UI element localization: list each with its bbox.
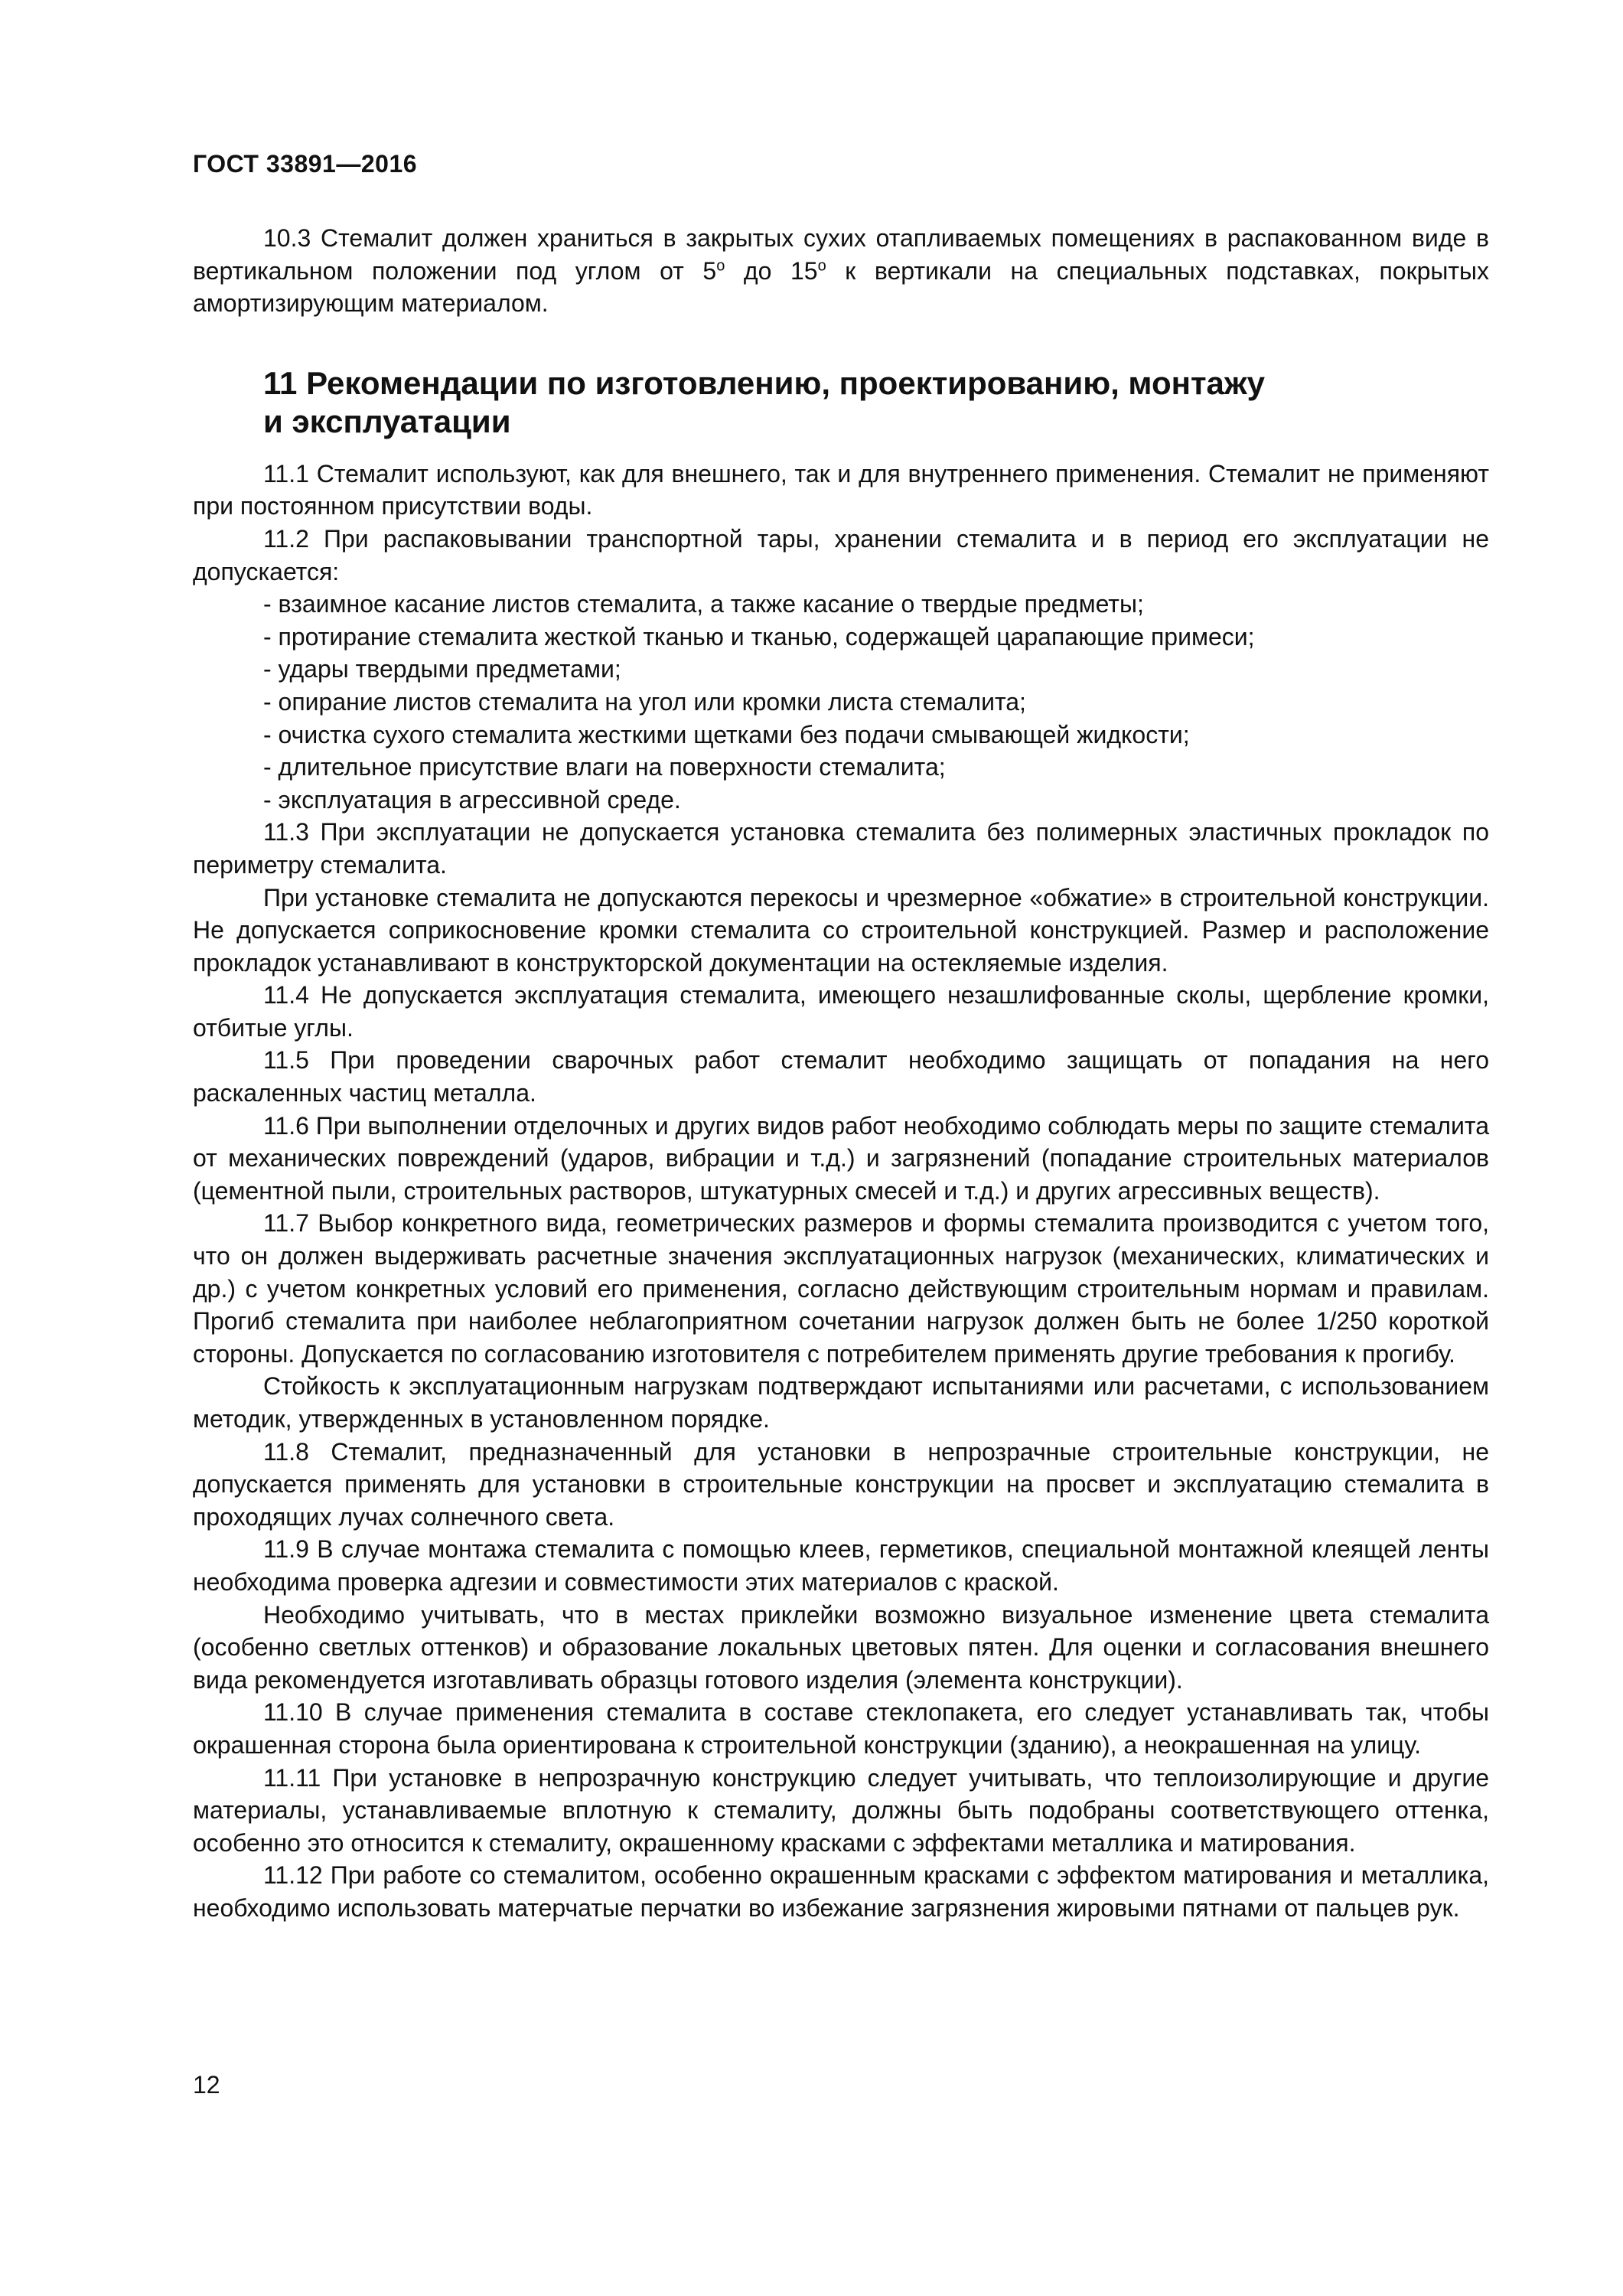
paragraph-11-7-continued: Стойкость к эксплуатационным нагрузкам подтверждают испытаниями или расчетами, с использованием методик, утвержденных в установленном порядке.: [193, 1372, 1489, 1433]
paragraph-11-9: 11.9 В случае монтажа стемалита с помощью клеев, герметиков, специальной монтажной клеящей ленты необходима проверка адгезии и совместимости этих материалов с краской.: [193, 1535, 1489, 1596]
list-item: - опирание листов стемалита на угол или кромки листа стемалита;: [263, 687, 1026, 716]
list-item: - удары твердыми предметами;: [263, 655, 621, 683]
paragraph-11-5: 11.5 При проведении сварочных работ стемалит необходимо защищать от попадания на него раскаленных частиц металла.: [193, 1046, 1489, 1107]
document-header: ГОСТ 33891—2016: [193, 150, 418, 178]
list-item: - взаимное касание листов стемалита, а также касание о твердые предметы;: [263, 590, 1144, 618]
paragraph-11-6: 11.6 При выполнении отделочных и других видов работ необходимо соблюдать меры по защите стемалита от механических повреждений (ударов, вибрации и т.д.) и загрязнений (попадание строительных материалов (цементной пыли, строительных растворов, штукатурных смесей и т.д.) и других агрессивных веществ).: [193, 1111, 1489, 1205]
paragraph-11-1: 11.1 Стемалит используют, как для внешнего, так и для внутреннего применения. Стемалит не применяют при постоянном присутствии воды.: [193, 459, 1489, 520]
paragraph-11-12: 11.12 При работе со стемалитом, особенно окрашенным красками с эффектом матирования и металлика, необходимо использовать матерчатые перчатки во избежание загрязнения жировыми пятнами от пальцев рук.: [193, 1861, 1489, 1922]
paragraph-11-8: 11.8 Стемалит, предназначенный для установки в непрозрачные строительные конструкции, не допускается применять для установки в строительные конструкции на просвет и эксплуатацию стемалита в проходящих лучах солнечного света.: [193, 1437, 1489, 1531]
document-body: [193, 222, 1489, 1925]
paragraph-11-4: 11.4 Не допускается эксплуатация стемалита, имеющего незашлифованные сколы, щербление кромки, отбитые углы.: [193, 981, 1489, 1042]
list-item: - длительное присутствие влаги на поверхности стемалита;: [263, 753, 946, 781]
list-item: - протирание стемалита жесткой тканью и тканью, содержащей царапающие примеси;: [263, 622, 1255, 651]
paragraph-11-7: 11.7 Выбор конкретного вида, геометрических размеров и формы стемалита производится с учетом того, что он должен выдерживать расчетные значения эксплуатационных нагрузок (механических, климатических и др.) с учетом конкретных условий его применения, согласно действующим строительным нормам и правилам. Прогиб стемалита при наиболее неблагоприятном сочетании нагрузок должен быть не более 1/250 короткой стороны. Допускается по согласованию изготовителя с потребителем применять другие требования к прогибу.: [193, 1209, 1489, 1368]
paragraph-11-9-continued: Необходимо учитывать, что в местах приклейки возможно визуальное изменение цвета стемалита (особенно светлых оттенков) и образование локальных цветовых пятен. Для оценки и согласования внешнего вида рекомендуется изготавливать образцы готового изделия (элемента конструкции).: [193, 1600, 1489, 1694]
paragraph-11-10: 11.10 В случае применения стемалита в составе стеклопакета, его следует устанавливать так, чтобы окрашенная сторона была ориентирована к строительной конструкции (зданию), а неокрашенная на улицу.: [193, 1698, 1489, 1759]
paragraph-10-3: 10.3 Стемалит должен храниться в закрытых сухих отапливаемых помещениях в распакованном виде в вертикальном положении под углом от $5^о$ до $15^о$ к вертикали на специальных подставках, покрытых амортизирующим материалом.: [193, 224, 1490, 318]
degree-mark: о: [716, 256, 725, 274]
degree-mark: о: [817, 256, 826, 274]
paragraph-11-11: 11.11 При установке в непрозрачную конструкцию следует учитывать, что теплоизолирующие и другие материалы, устанавливаемые вплотную к стемалиту, должны быть подобраны соответствующего оттенка, особенно это относится к стемалиту, окрашенному красками с эффектами металлика и матирования.: [193, 1763, 1489, 1857]
list-item: - очистка сухого стемалита жесткими щетками без подачи смывающей жидкости;: [263, 720, 1190, 748]
section-title: 11 Рекомендации по изготовлению, проектированию, монтажу и эксплуатации: [263, 364, 1266, 439]
list-item: - эксплуатация в агрессивной среде.: [263, 785, 681, 814]
paragraph-11-3: 11.3 При эксплуатации не допускается установка стемалита без полимерных эластичных прокладок по периметру стемалита.: [193, 818, 1489, 879]
page-number: 12: [193, 2071, 220, 2099]
paragraph-11-3-continued: При установке стемалита не допускаются перекосы и чрезмерное «обжатие» в строительной конструкции. Не допускается соприкосновение кромки стемалита со строительной конструкцией. Размер и расположение прокладок устанавливают в конструкторской документации на остекляемые изделия.: [193, 883, 1489, 977]
paragraph-11-2: 11.2 При распаковывании транспортной тары, хранении стемалита и в период его эксплуатации не допускается:: [193, 524, 1489, 585]
